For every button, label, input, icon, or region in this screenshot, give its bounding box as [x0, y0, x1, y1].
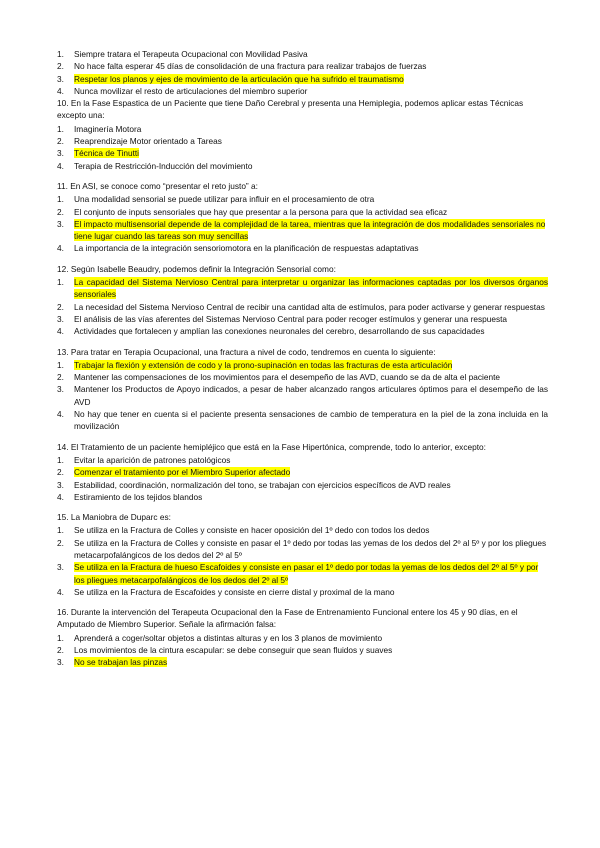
answer-text: Actividades que fortalecen y amplían las conexiones neuronales del cerebro, desarrollando de sus capacidades: [74, 326, 485, 337]
answer-text: La importancia de la integración sensoriomotora en la planificación de respuestas adaptativas: [74, 243, 419, 254]
answer-number: 2.: [57, 301, 64, 312]
answer-list: [57, 524, 548, 598]
answer-number: 1.: [57, 277, 64, 288]
answer-text: Los movimientos de la cintura escapular: se debe conseguir que sean fluidos y suaves: [74, 645, 393, 656]
answer-list: [57, 359, 548, 433]
answer-text: Evitar la aparición de patrones patológicos: [74, 454, 231, 465]
answer-number: 3.: [57, 479, 64, 490]
question-text: 10. En la Fase Espastica de un Paciente que tiene Daño Cerebral y presenta una Hemiplegia, podemos aplicar estas Técnicas excepto una:: [57, 98, 524, 121]
answer-text: Mantener las compensaciones de los movimientos para el desempeño de las AVD, cuando se da de alta el paciente: [74, 372, 501, 383]
question-11: [57, 180, 548, 255]
answer-number: 4.: [57, 409, 64, 420]
answer-text: Mantener los Productos de Apoyo indicados, a pesar de haber alcanzado rangos articulares óptimos para el desempeño de las AVD: [74, 384, 548, 407]
answer-item-correct: [57, 466, 548, 478]
answer-list: [57, 632, 548, 669]
answer-number: 1.: [57, 454, 64, 465]
answer-number: 1.: [57, 525, 64, 536]
answer-text: El análisis de las vías aferentes del Sistemas Nervioso Central para poder recoger estímulos y generar una respuesta: [74, 313, 508, 324]
answer-number: 3.: [57, 148, 64, 159]
answer-item: [57, 123, 548, 135]
answer-list: [57, 193, 548, 254]
answer-number: 2.: [57, 467, 64, 478]
answer-text: Estabilidad, coordinación, normalización del tono, se trabajan con ejercicios específicos de AVD reales: [74, 479, 451, 490]
answer-number: 4.: [57, 491, 64, 502]
question-text: 11. En ASI, se conoce como “presentar el reto justo” a:: [57, 180, 258, 191]
answer-number: 1.: [57, 49, 64, 59]
question-14: [57, 441, 548, 503]
answer-number: 2.: [57, 206, 64, 217]
answer-item-correct: [57, 276, 548, 301]
answer-list: [57, 454, 548, 503]
answer-text-highlighted: Técnica de Tinutti: [74, 148, 140, 159]
answer-text: No hay que tener en cuenta si el paciente presenta sensaciones de cambio de temperatura en la piel de la zona incluida en la movilización: [74, 409, 548, 432]
answer-text-highlighted: No se trabajan las pinzas: [74, 657, 168, 668]
answer-number: 3.: [57, 657, 64, 668]
answer-text: Una modalidad sensorial se puede utilizar para influir en el procesamiento de otra: [74, 194, 375, 205]
answer-item: [57, 206, 548, 218]
answer-item-correct: [57, 359, 548, 371]
answer-text-highlighted: La capacidad del Sistema Nervioso Central para interpretar u organizar las informaciones captadas por los diversos órganos sensoriales: [74, 277, 548, 300]
answer-item: [57, 313, 548, 325]
answer-item-correct: [57, 73, 548, 85]
answer-number: 1.: [57, 123, 64, 134]
answer-number: 3.: [57, 73, 64, 84]
answer-number: 4.: [57, 326, 64, 337]
answer-item: [57, 85, 548, 97]
answer-number: 3.: [57, 218, 64, 229]
answer-text: El conjunto de inputs sensoriales que hay que presentar a la persona para que la actividad sea eficaz: [74, 206, 448, 217]
answer-item: [57, 383, 548, 408]
answer-number: 4.: [57, 586, 64, 597]
answer-text-highlighted: Trabajar la flexión y extensión de codo y la prono-supinación en todas las fracturas de esta articulación: [74, 359, 453, 370]
answer-item: [57, 371, 548, 383]
answer-number: 2.: [57, 645, 64, 656]
answer-text-highlighted: Respetar los planos y ejes de movimiento de la articulación que ha sufrido el traumatismo: [74, 73, 404, 84]
answer-item-correct: [57, 656, 548, 668]
question-15: [57, 511, 548, 598]
answer-text: Siempre tratara el Terapeuta Ocupacional con Movilidad Pasiva: [74, 49, 308, 59]
answer-text: Estiramiento de los tejidos blandos: [74, 491, 203, 502]
answer-list-q9: [57, 48, 548, 97]
question-12: [57, 263, 548, 338]
answer-item-correct: [57, 147, 548, 159]
answer-text-highlighted: El impacto multisensorial depende de la complejidad de la tarea, mientras que la integración de dos modalidades sensoriales no tiene lugar cuando las tareas son muy sencillas: [74, 218, 546, 242]
answer-item: [57, 644, 548, 656]
answer-item-correct: [57, 561, 548, 586]
answer-item: [57, 408, 548, 433]
answer-item: [57, 586, 548, 598]
answer-number: 2.: [57, 61, 64, 72]
answer-item: [57, 60, 548, 72]
question-13: [57, 346, 548, 433]
answer-item: [57, 479, 548, 491]
answer-item: [57, 160, 548, 172]
answer-number: 2.: [57, 372, 64, 383]
answer-text: No hace falta esperar 45 días de consolidación de una fractura para realizar trabajos de fuerzas: [74, 61, 427, 72]
answer-text: Aprenderá a coger/soltar objetos a distintas alturas y en los 3 planos de movimiento: [74, 632, 383, 643]
answer-item: [57, 242, 548, 254]
answer-number: 1.: [57, 632, 64, 643]
answer-text-highlighted: Comenzar el tratamiento por el Miembro Superior afectado: [74, 467, 291, 478]
answer-text: Nunca movilizar el resto de articulaciones del miembro superior: [74, 85, 308, 96]
answer-text-highlighted: Se utiliza en la Fractura de hueso Escafoides y consiste en pasar el 1º dedo por todas la yemas de los dedos del 2º al 5º y por los pliegues metacarpofalángicos de los dedos del 2º al 5º: [74, 562, 539, 585]
question-text: 12. Según Isabelle Beaudry, podemos definir la Integración Sensorial como:: [57, 263, 336, 274]
question-text: 15. La Maniobra de Duparc es:: [57, 512, 171, 523]
answer-number: 4.: [57, 160, 64, 171]
answer-text: Se utiliza en la Fractura de Colles y consiste en pasar el 1º dedo por todas las yemas de los dedos del 2º al 5º y por los pliegues metacarpofalángicos de los dedos del 2º al 5º: [74, 537, 547, 560]
question-text: 14. El Tratamiento de un paciente hemipléjico que está en la Fase Hipertónica, comprende, todo lo anterior, excepto:: [57, 441, 486, 452]
answer-item-correct: [57, 218, 548, 243]
answer-item: [57, 524, 548, 536]
answer-number: 2.: [57, 136, 64, 147]
answer-number: 2.: [57, 537, 64, 548]
answer-item: [57, 537, 548, 562]
answer-number: 3.: [57, 384, 64, 395]
answer-list: [57, 123, 548, 172]
answer-item: [57, 48, 548, 60]
answer-item: [57, 632, 548, 644]
answer-text: Reaprendizaje Motor orientado a Tareas: [74, 136, 222, 147]
answer-item: [57, 491, 548, 503]
answer-number: 4.: [57, 85, 64, 96]
answer-number: 1.: [57, 194, 64, 205]
answer-text: Imaginería Motora: [74, 123, 142, 134]
answer-number: 1.: [57, 359, 64, 370]
question-text: 13. Para tratar en Terapia Ocupacional, una fractura a nivel de codo, tendremos en cuenta lo siguiente:: [57, 346, 436, 357]
question-10: [57, 97, 548, 172]
answer-item: [57, 325, 548, 337]
answer-item: [57, 301, 548, 313]
answer-number: 3.: [57, 313, 64, 324]
question-text: 16. Durante la intervención del Terapeuta Ocupacional den la Fase de Entrenamiento Funcional entere los 45 y 90 días, en el Amputado de Miembro Superior. Señale la afirmación falsa:: [57, 607, 518, 630]
question-16: [57, 606, 548, 668]
answer-text: Terapia de Restricción-Inducción del movimiento: [74, 160, 253, 171]
answer-text: La necesidad del Sistema Nervioso Central de recibir una cantidad alta de estímulos, para poder activarse y generar respuestas: [74, 301, 545, 312]
answer-item: [57, 454, 548, 466]
answer-text: Se utiliza en la Fractura de Colles y consiste en hacer oposición del 1º dedo con todos los dedos: [74, 525, 430, 536]
answer-item: [57, 135, 548, 147]
answer-text: Se utiliza en la Fractura de Escafoides y consiste en cierre distal y proximal de la mano: [74, 586, 395, 597]
answer-item: [57, 193, 548, 205]
answer-number: 3.: [57, 562, 64, 573]
answer-list: [57, 276, 548, 337]
answer-number: 4.: [57, 243, 64, 254]
